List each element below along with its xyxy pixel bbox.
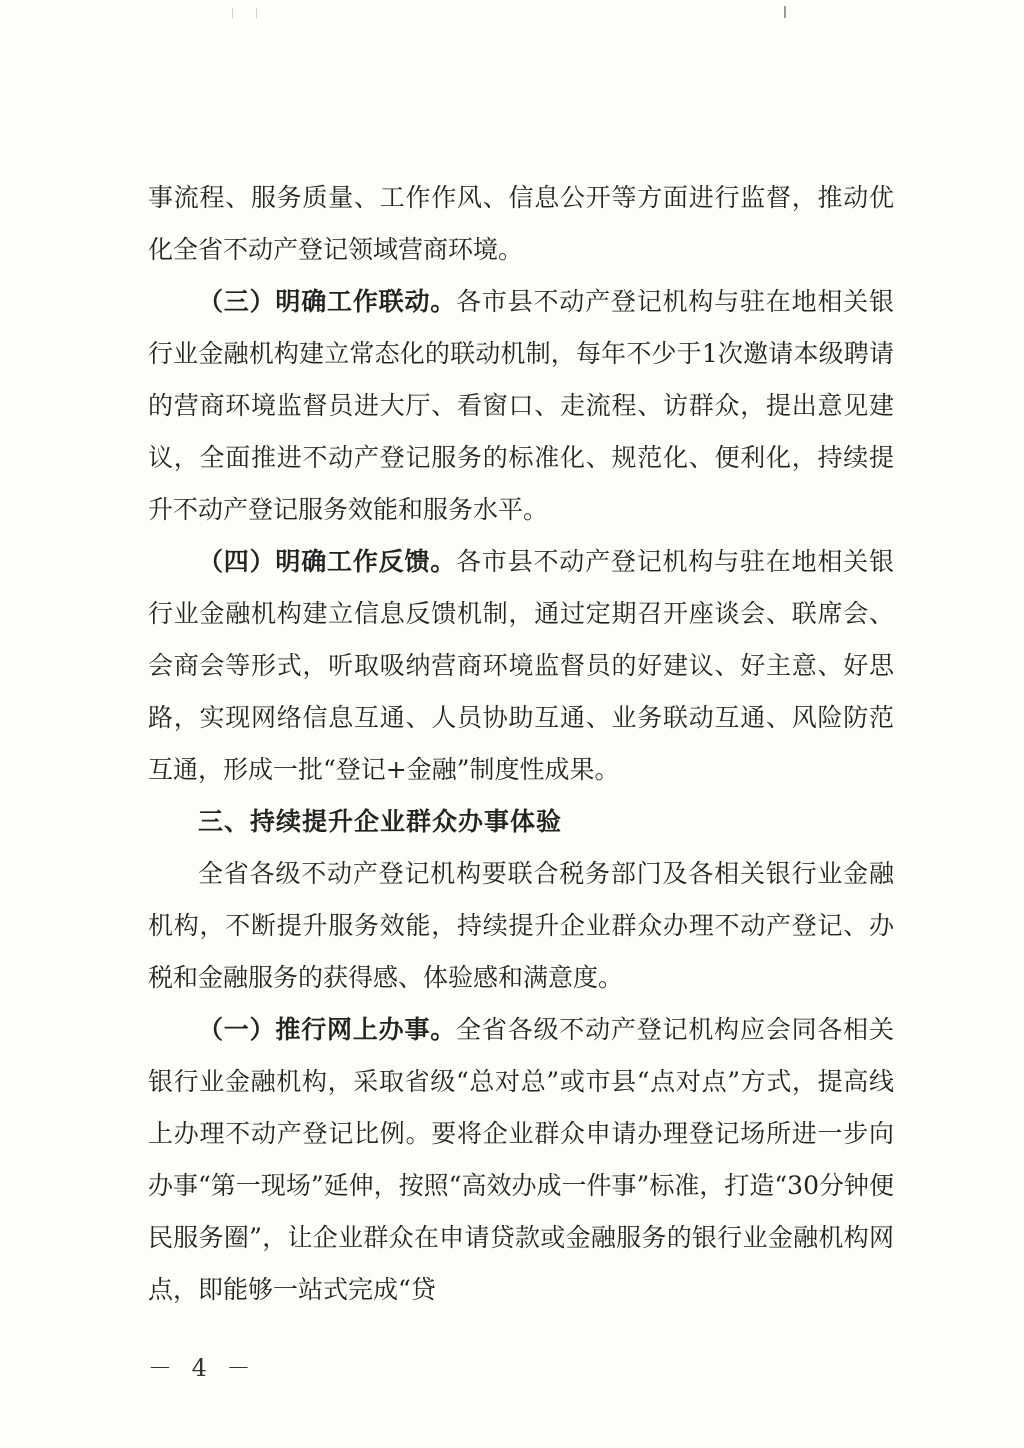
paragraph-work-feedback — [148, 536, 894, 796]
paragraph-lead: （一）推行网上办事。 — [198, 1015, 457, 1044]
paragraph-text: 事流程、服务质量、工作作风、信息公开等方面进行监督，推动优化全省不动产登记领域营商环境。 — [148, 183, 894, 264]
paragraph-text: 全省各级不动产登记机构要联合税务部门及各相关银行业金融机构，不断提升服务效能，持续提升企业群众办理不动产登记、办税和金融服务的获得感、体验感和满意度。 — [148, 859, 894, 992]
paragraph-continuation — [148, 172, 894, 276]
scan-artifact-top-2 — [256, 8, 257, 18]
paragraph-text: 全省各级不动产登记机构应会同各相关银行业金融机构，采取省级“总对总”或市县“点对点”方式，提高线上办理不动产登记比例。要将企业群众申请办理登记场所进一步向办事“第一现场”延伸，按照“高效办成一件事”标准，打造“30分钟便民服务圈”，让企业群众在申请贷款或金融服务的银行业金融机构网点，即能够一站式完成“贷 — [148, 1015, 894, 1304]
paragraph-online-service — [148, 1004, 894, 1316]
paragraph-section-intro — [148, 848, 894, 1004]
paragraph-lead: （三）明确工作联动。 — [198, 287, 457, 316]
scan-artifact-top-3 — [784, 6, 786, 18]
document-body — [148, 172, 894, 1316]
page-number: － 4 － — [148, 1354, 257, 1382]
paragraph-text: 各市县不动产登记机构与驻在地相关银行业金融机构建立常态化的联动机制，每年不少于1次邀请本级聘请的营商环境监督员进大厅、看窗口、走流程、访群众，提出意见建议，全面推进不动产登记服务的标准化、规范化、便利化，持续提升不动产登记服务效能和服务水平。 — [148, 287, 894, 524]
paragraph-work-linkage — [148, 276, 894, 536]
section-heading: 三、持续提升企业群众办事体验 — [198, 807, 563, 836]
scan-artifact-top-1 — [232, 8, 233, 18]
paragraph-lead: （四）明确工作反馈。 — [198, 547, 457, 576]
paragraph-text: 各市县不动产登记机构与驻在地相关银行业金融机构建立信息反馈机制，通过定期召开座谈会、联席会、会商会等形式，听取吸纳营商环境监督员的好建议、好主意、好思路，实现网络信息互通、人员协助互通、业务联动互通、风险防范互通，形成一批“登记+金融”制度性成果。 — [148, 547, 894, 784]
